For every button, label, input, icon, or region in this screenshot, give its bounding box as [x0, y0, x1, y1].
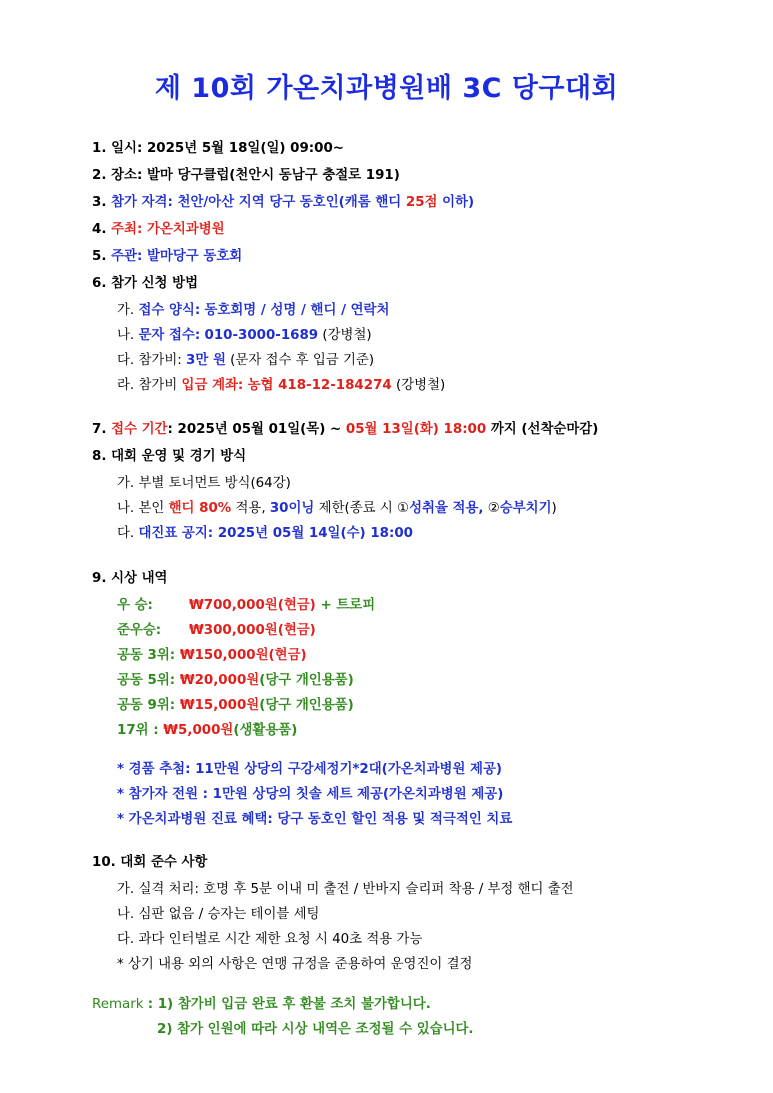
rule-item: 가. 실격 처리: 호명 후 5분 이내 미 출전 / 반바지 슬리퍼 착용 / 부정 핸디 출전: [117, 882, 574, 897]
section-eligibility: 3. 참가 자격: 천안/아산 지역 당구 동호인(캐롬 핸디 25점 이하): [92, 195, 475, 210]
remark-1: Remark : 1) 참가비 입금 완료 후 환불 조치 불가합니다.: [92, 997, 431, 1012]
prize-row: 우 승: ₩700,000원(현금) + 트로피: [117, 598, 376, 613]
application-account: 라. 참가비 입금 계좌: 농협 418-12-184274 (강병철): [117, 378, 446, 393]
prize-row: 공동 5위: ₩20,000원(당구 개인용품): [117, 673, 354, 688]
prize-note: * 가온치과병원 진료 혜택: 당구 동호인 할인 적용 및 적극적인 치료: [117, 812, 513, 827]
operation-handicap: 나. 본인 핸디 80% 적용, 30이닝 제한(종료 시 ①성취율 적용, ②승부치기): [117, 501, 557, 516]
rule-item: * 상기 내용 외의 사항은 연맹 규정을 준용하여 운영진이 결정: [117, 957, 473, 972]
section-organizer: 5. 주관: 발마당구 동호회: [92, 249, 243, 264]
section-period: 7. 접수 기간: 2025년 05월 01일(목) ~ 05월 13일(화) 18:00 까지 (선착순마감): [92, 422, 599, 437]
prize-note: * 경품 추첨: 11만원 상당의 구강세정기*2대(가온치과병원 제공): [117, 762, 503, 777]
rule-item: 다. 과다 인터벌로 시간 제한 요청 시 40초 적용 가능: [117, 932, 423, 947]
prize-row: 공동 9위: ₩15,000원(당구 개인용품): [117, 698, 354, 713]
application-sms: 나. 문자 접수: 010-3000-1689 (강병철): [117, 328, 372, 343]
page-title: 제 10회 가온치과병원배 3C 당구대회: [154, 73, 619, 104]
section-host: 4. 주최: 가온치과병원: [92, 222, 225, 237]
section-rules: 10. 대회 준수 사항: [92, 855, 208, 870]
section-operation: 8. 대회 운영 및 경기 방식: [92, 449, 247, 464]
prize-row: 공동 3위: ₩150,000원(현금): [117, 648, 307, 663]
application-fee: 다. 참가비: 3만 원 (문자 접수 후 입금 기준): [117, 353, 375, 368]
operation-bracket-notice: 다. 대진표 공지: 2025년 05월 14일(수) 18:00: [117, 526, 413, 541]
section-date: 1. 일시: 2025년 5월 18일(일) 09:00~: [92, 141, 345, 156]
remark-2: 2) 참가 인원에 따라 시상 내역은 조정될 수 있습니다.: [157, 1022, 474, 1037]
prize-row: 17위 : ₩5,000원(생활용품): [117, 723, 298, 738]
prize-note: * 참가자 전원 : 1만원 상당의 칫솔 세트 제공(가온치과병원 제공): [117, 787, 504, 802]
section-prizes: 9. 시상 내역: [92, 571, 168, 586]
rule-item: 나. 심판 없음 / 승자는 테이블 세팅: [117, 907, 320, 922]
prize-row: 준우승: ₩300,000원(현금): [117, 623, 316, 638]
section-venue: 2. 장소: 발마 당구클럽(천안시 동남구 충절로 191): [92, 168, 400, 183]
operation-tournament: 가. 부별 토너먼트 방식(64강): [117, 476, 291, 491]
application-form: 가. 접수 양식: 동호회명 / 성명 / 핸디 / 연락처: [117, 303, 390, 318]
section-application: 6. 참가 신청 방법: [92, 276, 199, 291]
